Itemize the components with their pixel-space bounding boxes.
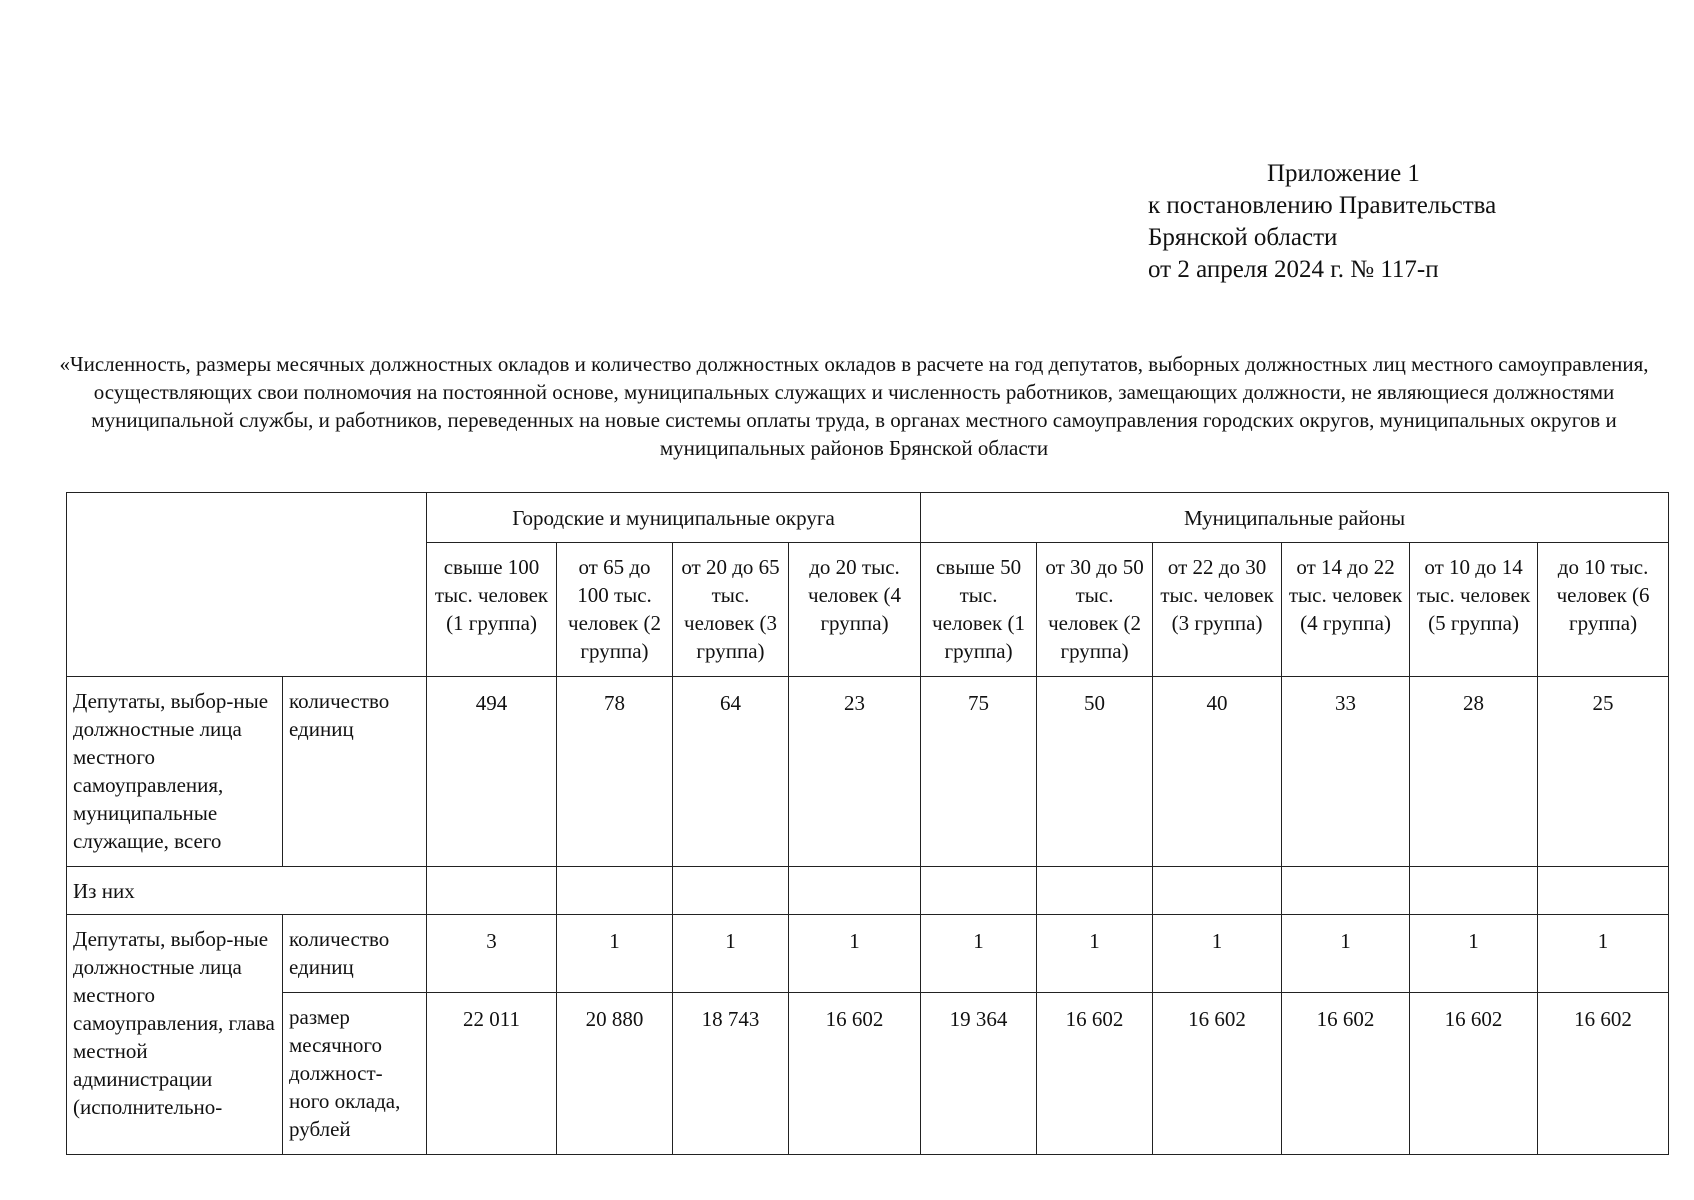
table-cell: 1 xyxy=(557,915,673,993)
table-cell: 20 880 xyxy=(557,993,673,1155)
table-cell: 1 xyxy=(1538,915,1669,993)
table-cell: 16 602 xyxy=(1037,993,1153,1155)
group-header-districts: Городские и муниципальные округа xyxy=(427,493,921,543)
column-header: свыше 50 тыс. человек (1 группа) xyxy=(921,543,1037,677)
column-header: от 30 до 50 тыс. человек (2 группа) xyxy=(1037,543,1153,677)
column-header: от 65 до 100 тыс. человек (2 группа) xyxy=(557,543,673,677)
table-cell: 78 xyxy=(557,677,673,867)
table-row-total xyxy=(67,677,1669,867)
table-cell: 16 602 xyxy=(1153,993,1282,1155)
table-cell: 1 xyxy=(921,915,1037,993)
table-row-heads-salary xyxy=(67,993,1669,1155)
appendix-date-number: от 2 апреля 2024 г. № 117-п xyxy=(1148,256,1439,283)
row-unit-count: количество единиц xyxy=(283,915,427,993)
table-cell: 1 xyxy=(1153,915,1282,993)
appendix-reference: к постановлению Правительства xyxy=(1148,192,1497,219)
column-header: от 22 до 30 тыс. человек (3 группа) xyxy=(1153,543,1282,677)
table-cell: 1 xyxy=(1037,915,1153,993)
table-cell: 50 xyxy=(1037,677,1153,867)
table-cell: 19 364 xyxy=(921,993,1037,1155)
table-cell xyxy=(1153,867,1282,915)
table-cell: 3 xyxy=(427,915,557,993)
appendix-number: Приложение 1 xyxy=(1267,160,1420,187)
appendix-region: Брянской области xyxy=(1148,224,1338,251)
staffing-table xyxy=(66,492,1669,1155)
table-cell: 16 602 xyxy=(1282,993,1410,1155)
table-cell: 16 602 xyxy=(789,993,921,1155)
table-cell: 16 602 xyxy=(1538,993,1669,1155)
column-header: свыше 100 тыс. человек (1 группа) xyxy=(427,543,557,677)
table-cell: 1 xyxy=(1282,915,1410,993)
table-cell xyxy=(1282,867,1410,915)
table-cell: 33 xyxy=(1282,677,1410,867)
column-header: до 20 тыс. человек (4 группа) xyxy=(789,543,921,677)
table-cell xyxy=(557,867,673,915)
table-cell: 22 011 xyxy=(427,993,557,1155)
table-cell: 16 602 xyxy=(1410,993,1538,1155)
row-unit-count: количество единиц xyxy=(283,677,427,867)
table-cell: 494 xyxy=(427,677,557,867)
table-row-heads-count xyxy=(67,915,1669,993)
document-title: «Численность, размеры месячных должностных окладов и количество должностных окладов в расчете на год депутатов, выборных должностных лиц местного самоуправления, осуществляющих свои полномочия на постоянной основе, муниципальных служащих и численность работников, замещающих должности, не являющиеся должностями муниципальной службы, и работников, переведенных на новые системы оплаты труда, в органах местного самоуправления городских округов, муниципальных округов и муниципальных районов Брянской области xyxy=(59,352,1649,460)
table-cell xyxy=(673,867,789,915)
table-cell xyxy=(427,867,557,915)
table-cell xyxy=(921,867,1037,915)
table-cell: 1 xyxy=(1410,915,1538,993)
appendix-header xyxy=(1148,158,1496,286)
table-cell: 75 xyxy=(921,677,1037,867)
row-label-heads: Депутаты, выбор-ные должностные лица местного самоуправления, глава местной администрации (исполнительно- xyxy=(67,915,283,1155)
column-header: до 10 тыс. человек (6 группа) xyxy=(1538,543,1669,677)
table-cell: 1 xyxy=(789,915,921,993)
table-cell xyxy=(1410,867,1538,915)
table-cell: 18 743 xyxy=(673,993,789,1155)
table-cell: 64 xyxy=(673,677,789,867)
table-cell: 25 xyxy=(1538,677,1669,867)
table-cell xyxy=(789,867,921,915)
column-header: от 14 до 22 тыс. человек (4 группа) xyxy=(1282,543,1410,677)
column-header: от 20 до 65 тыс. человек (3 группа) xyxy=(673,543,789,677)
row-unit-salary: размер месячного должност-ного оклада, рублей xyxy=(283,993,427,1155)
table-cell: 1 xyxy=(673,915,789,993)
row-label-total: Депутаты, выбор-ные должностные лица местного самоуправления, муниципальные служащие, всего xyxy=(67,677,283,867)
table-cell: 40 xyxy=(1153,677,1282,867)
column-header: от 10 до 14 тыс. человек (5 группа) xyxy=(1410,543,1538,677)
header-corner-cell xyxy=(67,493,427,677)
table-cell xyxy=(1538,867,1669,915)
table-cell: 28 xyxy=(1410,677,1538,867)
row-label-of-them: Из них xyxy=(67,867,427,915)
table-cell: 23 xyxy=(789,677,921,867)
group-header-municipal-regions: Муниципальные районы xyxy=(921,493,1669,543)
table-cell xyxy=(1037,867,1153,915)
table-row-of-them xyxy=(67,867,1669,915)
